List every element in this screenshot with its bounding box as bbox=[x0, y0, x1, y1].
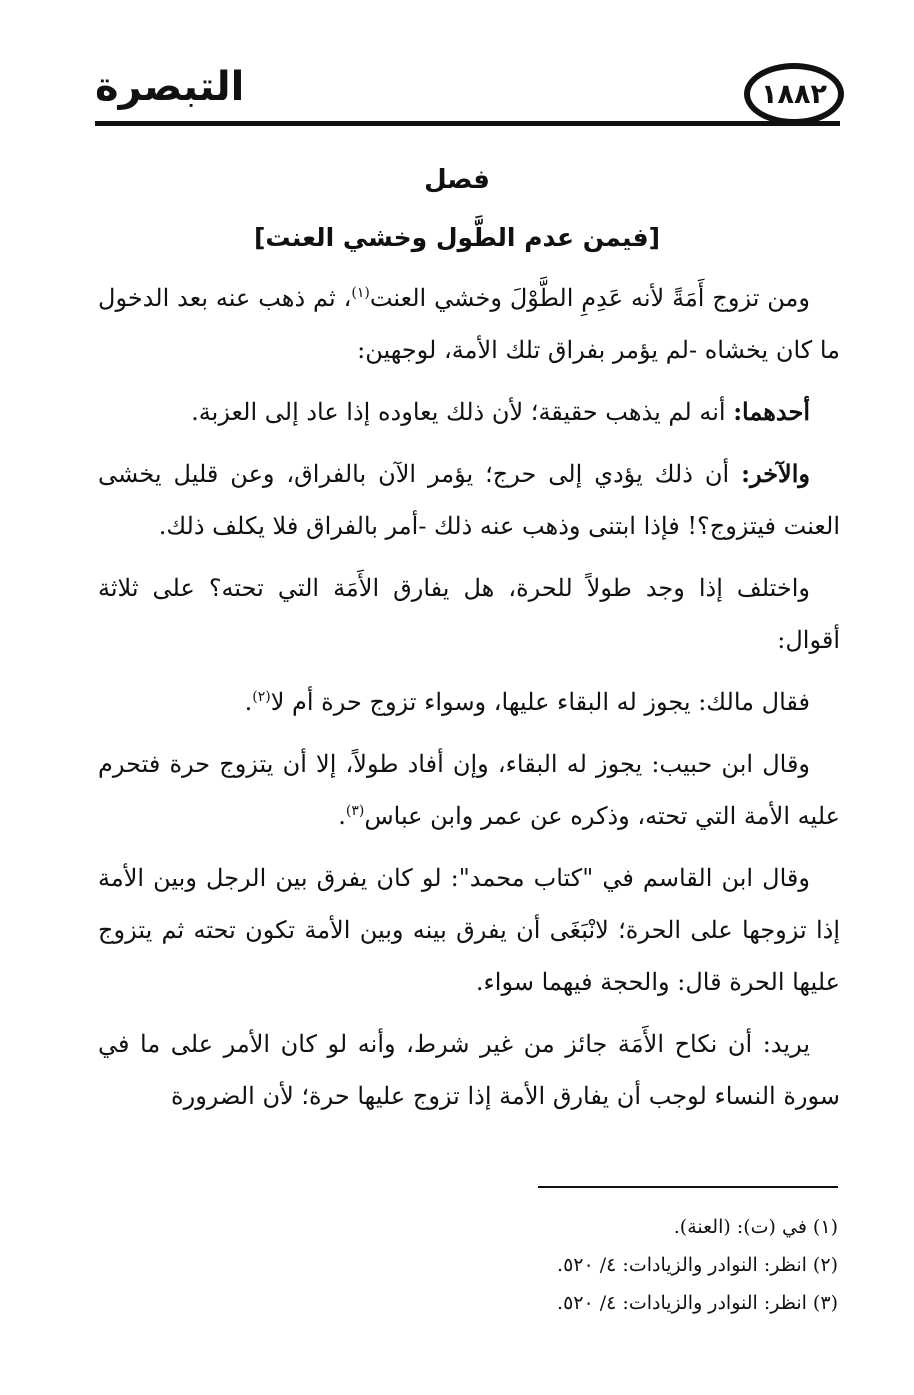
paragraph-text: فقال مالك: يجوز له البقاء عليها، وسواء تزوج حرة أم لا bbox=[270, 688, 810, 716]
paragraph bbox=[98, 1018, 840, 1122]
paragraph-text-continued: . bbox=[244, 688, 253, 716]
paragraph-text: وقال ابن حبيب: يجوز له البقاء، وإن أفاد طولاً، إلا أن يتزوج حرة فتحرم عليه الأمة التي تحته، وذكره عن عمر وابن عباس bbox=[98, 750, 840, 830]
paragraph-text: أنه لم يذهب حقيقة؛ لأن ذلك يعاوده إذا عاد إلى العزبة. bbox=[191, 398, 734, 426]
paragraph-text: ومن تزوج أَمَةً لأنه عَدِمِ الطَّوْلَ وخشي العنت bbox=[369, 284, 811, 312]
footnote-3: (٣) انظر: النوادر والزيادات: ٤/ ٥٢٠. bbox=[557, 1292, 838, 1314]
paragraph bbox=[98, 448, 840, 552]
paragraph-text-continued: . bbox=[338, 802, 346, 830]
page-number: ١٨٨٢ bbox=[761, 78, 827, 110]
paragraph-text: وقال ابن القاسم في "كتاب محمد": لو كان يفرق بين الرجل وبين الأمة إذا تزوجها على الحرة؛ لانْبَغَى أن يفرق بينه وبين الأمة تكون تحته ثم يتزوج عليها الحرة قال: والحجة فيهما سواء. bbox=[98, 864, 840, 996]
body-text bbox=[98, 272, 840, 1132]
footnote-separator bbox=[538, 1186, 838, 1188]
footnote-2: (٢) انظر: النوادر والزيادات: ٤/ ٥٢٠. bbox=[557, 1254, 838, 1276]
footnote-1: (١) في (ت): (العنة). bbox=[673, 1216, 838, 1238]
footnote-reference[interactable]: (١) bbox=[351, 285, 370, 301]
paragraph bbox=[98, 852, 840, 1008]
paragraph-text: يريد: أن نكاح الأَمَة جائز من غير شرط، وأنه لو كان الأمر على ما في سورة النساء لوجب أن يفارق الأمة إذا تزوج عليها حرة؛ لأن الضرورة bbox=[98, 1030, 840, 1110]
paragraph bbox=[98, 738, 840, 842]
page-number-badge bbox=[744, 63, 844, 125]
page-header bbox=[95, 55, 840, 135]
footnote-reference[interactable]: (٣) bbox=[345, 803, 365, 819]
paragraph bbox=[98, 562, 840, 666]
paragraph-text: واختلف إذا وجد طولاً للحرة، هل يفارق الأَمَة التي تحته؟ على ثلاثة أقوال: bbox=[98, 574, 840, 654]
section-subheading: [فيمن عدم الطَّول وخشي العنت] bbox=[253, 223, 661, 252]
paragraph bbox=[98, 272, 840, 376]
book-title: التبصرة bbox=[95, 64, 245, 110]
header-rule bbox=[95, 121, 840, 126]
paragraph-lead: أحدهما: bbox=[733, 397, 810, 426]
paragraph-text-continued: ، ثم ذهب عنه بعد الدخول ما كان يخشاه -لم يؤمر بفراق تلك الأمة، لوجهين: bbox=[98, 284, 840, 364]
footnotes bbox=[98, 1208, 838, 1322]
paragraph bbox=[98, 386, 840, 438]
paragraph-text: أن ذلك يؤدي إلى حرج؛ يؤمر الآن بالفراق، وعن قليل يخشى العنت فيتزوج؟! فإذا ابتنى وذهب عنه ذلك -أمر بالفراق فلا يكلف ذلك. bbox=[98, 460, 840, 540]
paragraph-lead: والآخر: bbox=[741, 459, 810, 488]
footnote-reference[interactable]: (٢) bbox=[252, 689, 271, 705]
section-heading: فصل bbox=[424, 165, 490, 195]
paragraph bbox=[98, 676, 840, 728]
